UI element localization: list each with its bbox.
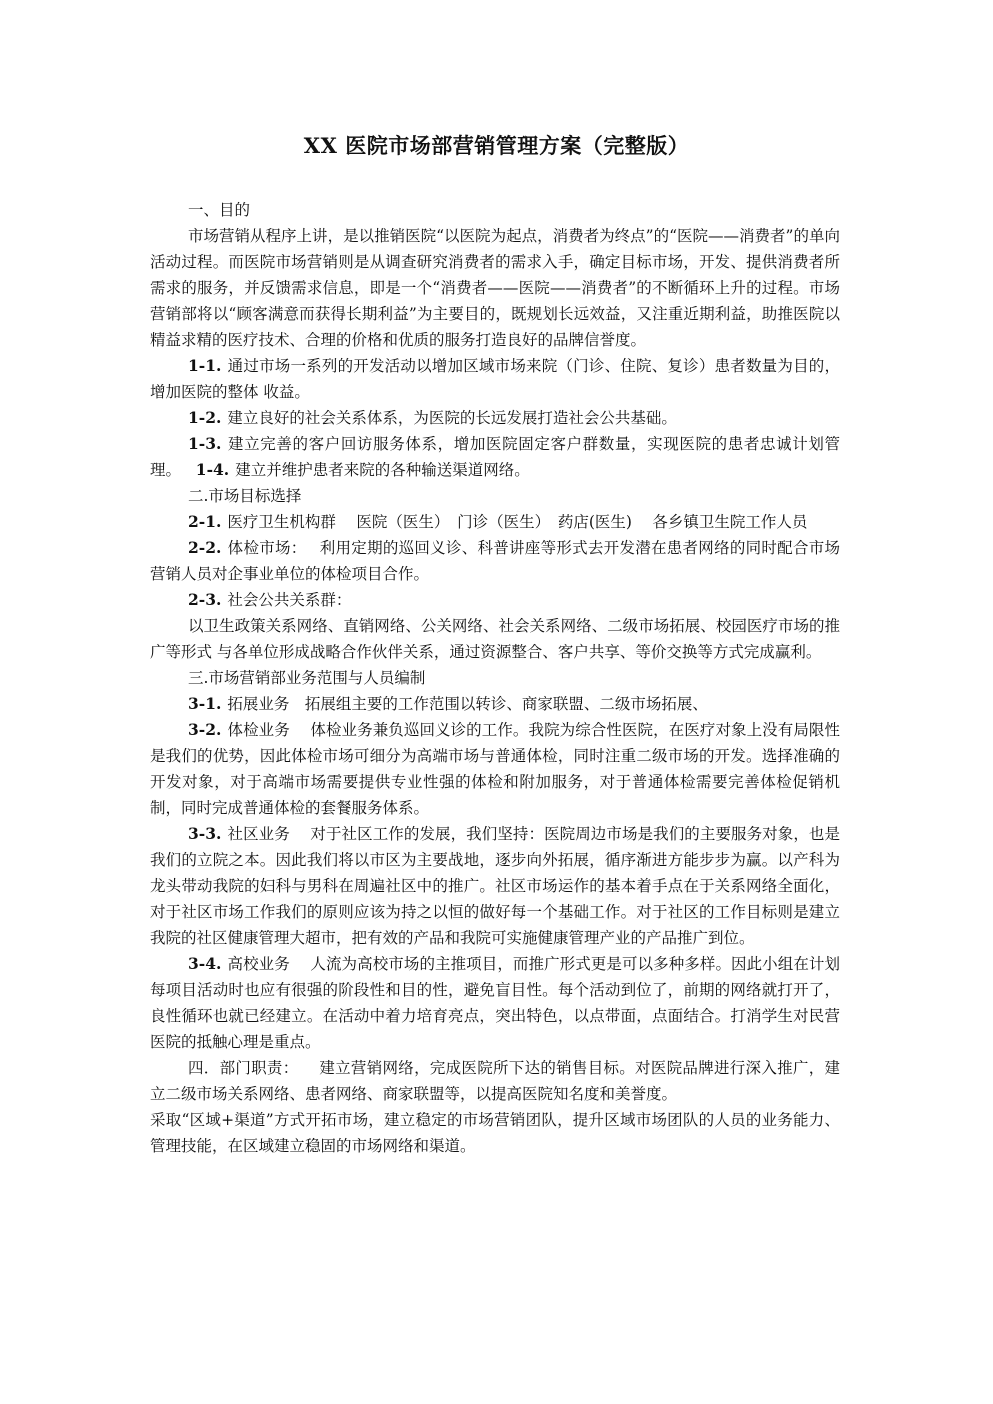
item-3-4: [150, 951, 840, 1055]
item-2-3: [150, 587, 840, 613]
item-1-3-number: 1-3.: [188, 434, 222, 453]
item-2-1: [150, 509, 840, 535]
section-3-heading: 三.市场营销部业务范围与人员编制: [188, 669, 426, 687]
item-2-2-number: 2-2.: [188, 538, 222, 557]
document-title: XX 医院市场部营销管理方案（完整版）: [303, 133, 690, 158]
item-3-3: [150, 821, 840, 951]
item-1-2-text: 建立良好的社会关系体系，为医院的长远发展打造社会公共基础。: [227, 409, 677, 427]
item-2-2-text: 体检市场： 利用定期的巡回义诊、科普讲座等形式去开发潜在患者网络的同时配合市场营销人员对企事业单位的体检项目合作。: [150, 539, 840, 583]
item-1-3-text: 建立完善的客户回访服务体系，增加医院固定客户群数量，实现医院的患者忠诚计划管理。: [150, 435, 840, 479]
item-1-2-number: 1-2.: [188, 408, 222, 427]
item-3-4-number: 3-4.: [188, 954, 222, 973]
item-2-3-number: 2-3.: [188, 590, 222, 609]
item-1-2: [150, 405, 840, 431]
item-1-3: [150, 431, 840, 483]
section-2-heading: 二.市场目标选择: [188, 487, 302, 505]
document-body: [150, 197, 840, 1159]
item-3-2-number: 3-2.: [188, 720, 222, 739]
item-1-1-text: 通过市场一系列的开发活动以增加区域市场来院（门诊、住院、复诊）患者数量为目的，增加医院的整体 收益。: [150, 357, 840, 401]
item-1-1-number: 1-1.: [188, 356, 222, 375]
item-3-3-text: 社区业务 对于社区工作的发展，我们坚持：医院周边市场是我们的主要服务对象，也是我们的立院之本。因此我们将以市区为主要战地，逐步向外拓展，循序渐进方能步步为赢。以产科为龙头带动我院的妇科与男科在周遍社区中的推广。社区市场运作的基本着手点在于关系网络全面化，对于社区市场工作我们的原则应该为持之以恒的做好每一个基础工作。对于社区的工作目标则是建立我院的社区健康管理大超市，把有效的产品和我院可实施健康管理产业的产品推广到位。: [150, 825, 840, 947]
section-1-paragraph: 市场营销从程序上讲，是以推销医院“以医院为起点，消费者为终点”的“医院——消费者”的单向活动过程。而医院市场营销则是从调查研究消费者的需求入手，确定目标市场，开发、提供消费者所需求的服务，并反馈需求信息，即是一个“消费者——医院——消费者”的不断循环上升的过程。市场营销部将以“顾客满意而获得长期利益”为主要目的，既规划长远效益，又注重近期利益，助推医院以精益求精的医疗技术、合理的价格和优质的服务打造良好的品牌信誉度。: [150, 227, 840, 349]
section-4: [150, 1055, 840, 1107]
item-2-2: [150, 535, 840, 587]
item-3-2-text: 体检业务 体检业务兼负巡回义诊的工作。我院为综合性医院，在医疗对象上没有局限性是我们的优势，因此体检市场可细分为高端市场与普通体检，同时注重二级市场的开发。选择准确的开发对象，对于高端市场需要提供专业性强的体检和附加服务，对于普通体检需要完善体检促销机制，同时完成普通体检的套餐服务体系。: [150, 721, 840, 817]
section-4-paragraph-2: 采取“区域+渠道”方式开拓市场，建立稳定的市场营销团队，提升区域市场团队的人员的业务能力、管理技能，在区域建立稳固的市场网络和渠道。: [150, 1111, 840, 1155]
item-2-1-number: 2-1.: [188, 512, 222, 531]
item-2-1-text: 医疗卫生机构群 医院（医生） 门诊（医生） 药店(医生) 各乡镇卫生院工作人员: [227, 513, 808, 531]
item-3-1: [150, 691, 840, 717]
item-3-1-number: 3-1.: [188, 694, 222, 713]
item-2-3-text: 社会公共关系群：: [227, 591, 352, 609]
item-1-1: [150, 353, 840, 405]
section-4-heading: 四．部门职责：: [188, 1059, 299, 1077]
item-3-2: [150, 717, 840, 821]
item-3-3-number: 3-3.: [188, 824, 222, 843]
section-4-text: 建立营销网络，完成医院所下达的销售目标。对医院品牌进行深入推广，建立二级市场关系网络、患者网络、商家联盟等，以提高医院知名度和美誉度。: [150, 1059, 840, 1103]
item-3-4-text: 高校业务 人流为高校市场的主推项目，而推广形式更是可以多种多样。因此小组在计划每项目活动时也应有很强的阶段性和目的性，避免盲目性。每个活动到位了，前期的网络就打开了，良性循环也就已经建立。在活动中着力培育亮点，突出特色，以点带面，点面结合。打消学生对民营医院的抵触心理是重点。: [150, 955, 840, 1051]
section-1-heading: 一、目的: [188, 201, 251, 219]
item-3-1-text: 拓展业务 拓展组主要的工作范围以转诊、商家联盟、二级市场拓展、: [227, 695, 708, 713]
item-2-3-paragraph: 以卫生政策关系网络、直销网络、公关网络、社会关系网络、二级市场拓展、校园医疗市场的推广等形式 与各单位形成战略合作伙伴关系，通过资源整合、客户共享、等价交换等方式完成赢利。: [150, 617, 840, 661]
item-1-4-text: 建立并维护患者来院的各种输送渠道网络。: [235, 461, 530, 479]
item-1-4-number: 1-4.: [195, 460, 230, 479]
